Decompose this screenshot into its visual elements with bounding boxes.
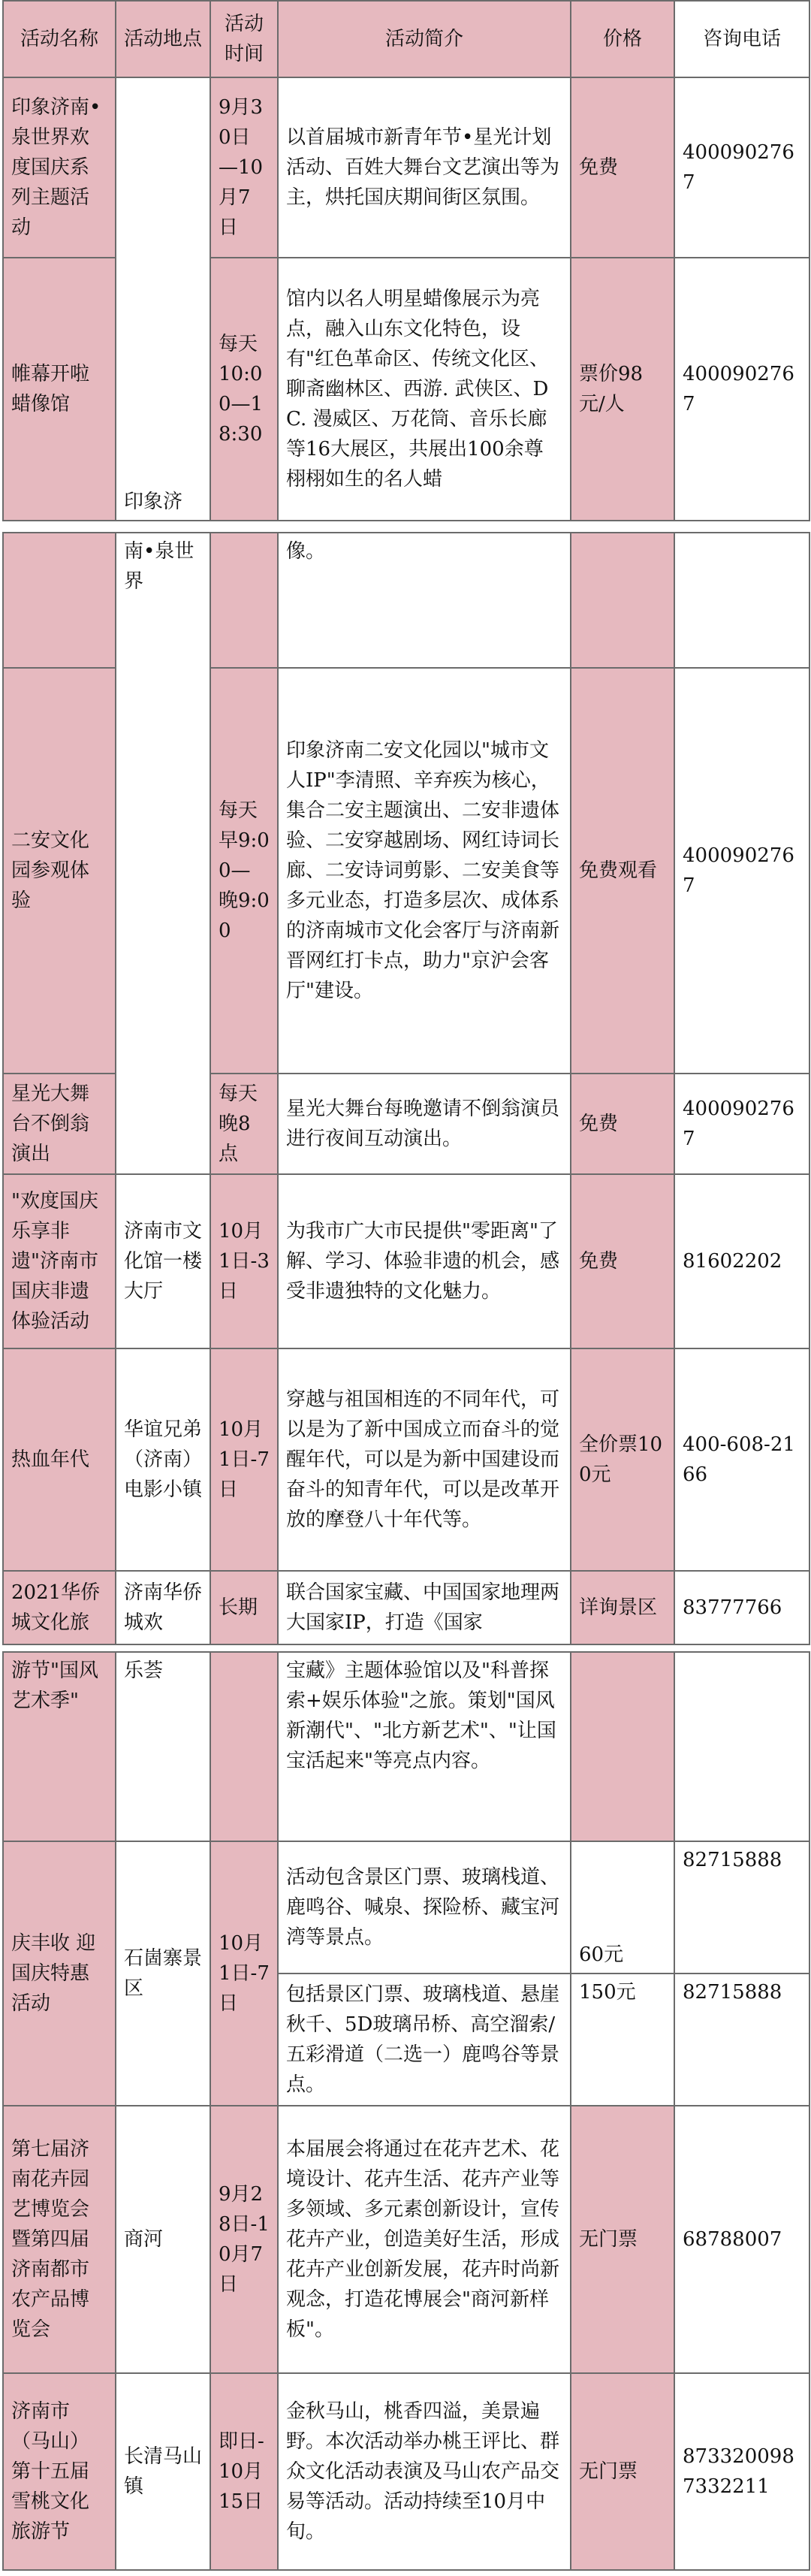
activity-name: 星光大舞台不倒翁演出 xyxy=(3,1074,116,1174)
activity-desc: 馆内以名人明星蜡像展示为亮点，融入山东文化特色，设有"红色革命区、传统文化区、聊斋幽林区、西游. 武侠区、DC. 漫威区、万花筒、音乐长廊等16大展区，共展出100余尊栩栩如生的名人蜡 xyxy=(278,258,571,521)
activity-price: 无门票 xyxy=(571,2106,674,2373)
activity-price xyxy=(571,533,674,668)
table-row xyxy=(3,533,809,668)
activity-place: 济南市文化馆一楼大厅 xyxy=(116,1174,210,1348)
activity-time: 每天晚8点 xyxy=(210,1074,278,1174)
activity-phone: 82715888 xyxy=(674,1974,809,2106)
activity-name: 庆丰收 迎国庆特惠活动 xyxy=(3,1841,116,2106)
activity-place: 南•泉世界 xyxy=(116,533,210,1174)
page-2 xyxy=(0,532,811,1645)
activity-place: 华谊兄弟（济南）电影小镇 xyxy=(116,1348,210,1571)
activity-phone: 82715888 xyxy=(674,1841,809,1974)
activity-name: 二安文化园参观体验 xyxy=(3,668,116,1074)
header-desc: 活动简介 xyxy=(278,1,571,77)
activity-desc: 活动包含景区门票、玻璃栈道、鹿鸣谷、喊泉、探险桥、藏宝河湾等景点。 xyxy=(278,1841,571,1974)
activity-phone: 83777766 xyxy=(674,1571,809,1644)
activity-table-page-1 xyxy=(2,0,810,521)
activity-desc: 以首届城市新青年节•星光计划活动、百姓大舞台文艺演出等为主，烘托国庆期间街区氛围。 xyxy=(278,77,571,258)
activity-desc: 像。 xyxy=(278,533,571,668)
activity-phone: 8733200987332211 xyxy=(674,2373,809,2570)
activity-time: 每天10:00—18:30 xyxy=(210,258,278,521)
activity-place: 商河 xyxy=(116,2106,210,2373)
activity-place: 长清马山镇 xyxy=(116,2373,210,2570)
table-row xyxy=(3,1571,809,1644)
activity-phone: 4000902767 xyxy=(674,258,809,521)
activity-desc: 为我市广大市民提供"零距离"了解、学习、体验非遗的机会，感受非遗独特的文化魅力。 xyxy=(278,1174,571,1348)
activity-time: 长期 xyxy=(210,1571,278,1644)
activity-phone xyxy=(674,1652,809,1841)
activity-price: 免费观看 xyxy=(571,668,674,1074)
activity-price: 60元 xyxy=(571,1841,674,1974)
header-phone: 咨询电话 xyxy=(674,1,809,77)
activity-desc: 金秋马山，桃香四溢，美景遍野。本次活动举办桃王评比、群众文化活动表演及马山农产品交易等活动。活动持续至10月中旬。 xyxy=(278,2373,571,2570)
activity-price: 详询景区 xyxy=(571,1571,674,1644)
activity-time: 每天早9:00—晚9:00 xyxy=(210,668,278,1074)
activity-phone xyxy=(674,533,809,668)
activity-desc: 印象济南二安文化园以"城市文人IP"李清照、辛弃疾为核心，集合二安主题演出、二安非遗体验、二安穿越剧场、网红诗词长廊、二安诗词剪影、二安美食等多元业态，打造多层次、成体系的济南城市文化会客厅与济南新晋网红打卡点，助力"京沪会客厅"建设。 xyxy=(278,668,571,1074)
activity-time xyxy=(210,533,278,668)
activity-table-page-3 xyxy=(2,1651,810,2571)
activity-name: 热血年代 xyxy=(3,1348,116,1571)
activity-time: 9月28日-10月7日 xyxy=(210,2106,278,2373)
activity-time xyxy=(210,1652,278,1841)
activity-place: 印象济 xyxy=(116,77,210,521)
table-row xyxy=(3,1348,809,1571)
activity-desc: 包括景区门票、玻璃栈道、悬崖秋千、5D玻璃吊桥、高空溜索/五彩滑道（二选一）鹿鸣谷等景点。 xyxy=(278,1974,571,2106)
activity-name: 游节"国风艺术季" xyxy=(3,1652,116,1841)
activity-desc: 宝藏》主题体验馆以及"科普探索+娱乐体验"之旅。策划"国风新潮代"、"北方新艺术"、"让国宝活起来"等亮点内容。 xyxy=(278,1652,571,1841)
header-name: 活动名称 xyxy=(3,1,116,77)
activity-price: 150元 xyxy=(571,1974,674,2106)
activity-price: 无门票 xyxy=(571,2373,674,2570)
activity-name: "欢度国庆 乐享非遗"济南市国庆非遗体验活动 xyxy=(3,1174,116,1348)
page-3 xyxy=(0,1651,811,2571)
activity-price: 全价票100元 xyxy=(571,1348,674,1571)
table-row xyxy=(3,2106,809,2373)
activity-price xyxy=(571,1652,674,1841)
header-time: 活动时间 xyxy=(210,1,278,77)
activity-price: 免费 xyxy=(571,1074,674,1174)
activity-time: 10月1日-3日 xyxy=(210,1174,278,1348)
activity-phone: 400-608-2166 xyxy=(674,1348,809,1571)
table-row xyxy=(3,1652,809,1841)
activity-phone: 4000902767 xyxy=(674,668,809,1074)
activity-desc: 星光大舞台每晚邀请不倒翁演员进行夜间互动演出。 xyxy=(278,1074,571,1174)
header-row xyxy=(3,1,809,77)
activity-phone: 4000902767 xyxy=(674,1074,809,1174)
activity-place: 济南华侨城欢 xyxy=(116,1571,210,1644)
activity-desc: 穿越与祖国相连的不同年代，可以是为了新中国成立而奋斗的觉醒年代，可以是为新中国建设而奋斗的知青年代，可以是改革开放的摩登八十年代等。 xyxy=(278,1348,571,1571)
activity-name xyxy=(3,533,116,668)
activity-place: 石崮寨景区 xyxy=(116,1841,210,2106)
table-row xyxy=(3,1174,809,1348)
activity-desc: 本届展会将通过在花卉艺术、花境设计、花卉生活、花卉产业等多领域、多元素创新设计，宣传花卉产业，创造美好生活，形成花卉产业创新发展，花卉时尚新观念，打造花博展会"商河新样板"。 xyxy=(278,2106,571,2373)
activity-place: 乐荟 xyxy=(116,1652,210,1841)
activity-table-page-2 xyxy=(2,532,810,1645)
activity-name: 2021华侨城文化旅 xyxy=(3,1571,116,1644)
activity-desc: 联合国家宝藏、中国国家地理两大国家IP，打造《国家 xyxy=(278,1571,571,1644)
activity-phone: 68788007 xyxy=(674,2106,809,2373)
activity-phone: 4000902767 xyxy=(674,77,809,258)
activity-time: 10月1日-7日 xyxy=(210,1841,278,2106)
activity-time: 即日-10月15日 xyxy=(210,2373,278,2570)
activity-price: 免费 xyxy=(571,1174,674,1348)
table-row xyxy=(3,2373,809,2570)
activity-price: 免费 xyxy=(571,77,674,258)
activity-name: 济南市（马山）第十五届雪桃文化旅游节 xyxy=(3,2373,116,2570)
table-row xyxy=(3,77,809,258)
page-1 xyxy=(0,0,811,521)
activity-name: 第七届济南花卉园艺博览会暨第四届济南都市农产品博览会 xyxy=(3,2106,116,2373)
activity-name: 印象济南•泉世界欢度国庆系列主题活动 xyxy=(3,77,116,258)
activity-time: 9月30日—10月7日 xyxy=(210,77,278,258)
header-price: 价格 xyxy=(571,1,674,77)
header-place: 活动地点 xyxy=(116,1,210,77)
table-row xyxy=(3,1841,809,1974)
activity-name: 帷幕开啦蜡像馆 xyxy=(3,258,116,521)
activity-phone: 81602202 xyxy=(674,1174,809,1348)
activity-time: 10月1日-7日 xyxy=(210,1348,278,1571)
activity-price: 票价98元/人 xyxy=(571,258,674,521)
